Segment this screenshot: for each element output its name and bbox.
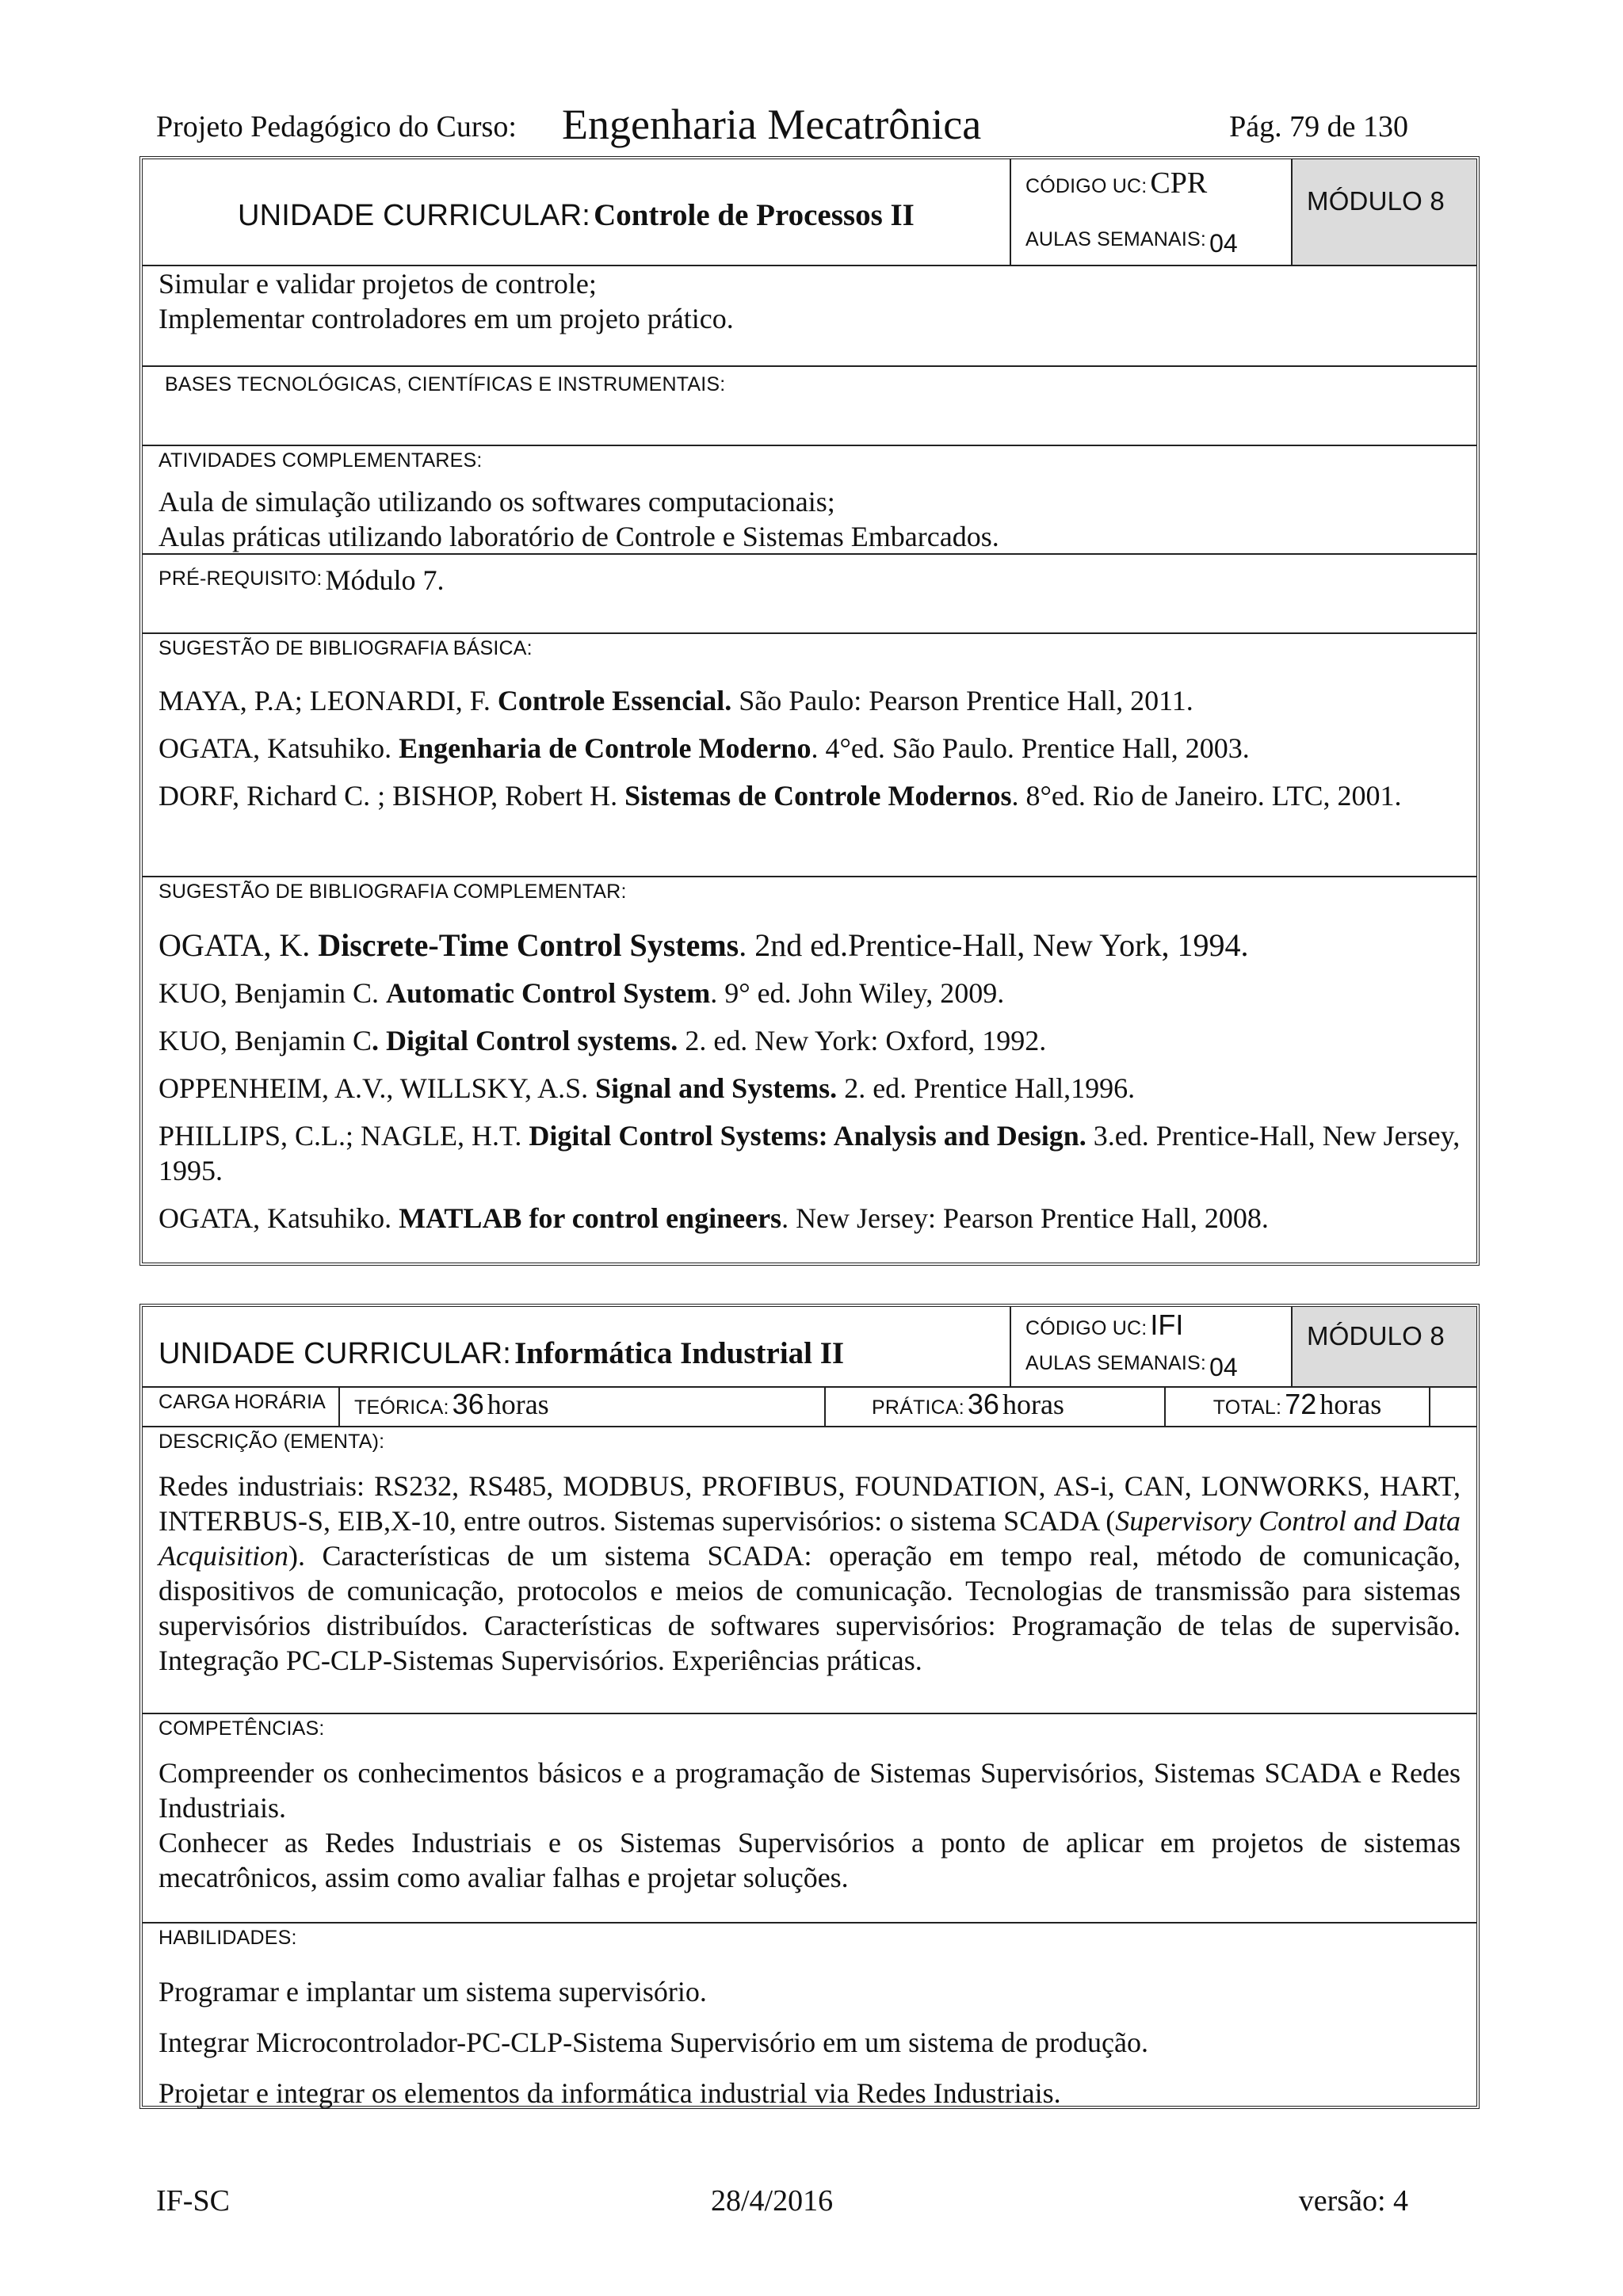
uc1-atividades-row	[143, 445, 1476, 553]
uc1-biblio-basica-label: SUGESTÃO DE BIBLIOGRAFIA BÁSICA:	[158, 637, 533, 659]
footer-version: versão: 4	[1298, 2184, 1408, 2218]
header-page-number: Pág. 79 de 130	[1229, 110, 1408, 143]
uc1-atividade-item: Aulas práticas utilizando laboratório de Controle e Sistemas Embarcados.	[158, 521, 999, 552]
reference-item: OGATA, Katsuhiko. Engenharia de Controle Moderno. 4°ed. São Paulo. Prentice Hall, 2003.	[158, 732, 1250, 764]
uc2-carga-cell	[143, 1388, 338, 1426]
habilidade-item: Programar e implantar um sistema supervisório.	[158, 1976, 707, 2008]
competencia-item: Compreender os conhecimentos básicos e a programação de Sistemas Supervisórios, Sistemas SCADA e Redes Industriais.	[158, 1757, 1461, 1824]
uc2-habilidades-row	[143, 1922, 1476, 2109]
uc2-codigo-cell	[1010, 1307, 1291, 1386]
uc1-aulas-label: AULAS SEMANAIS:	[1025, 228, 1207, 250]
uc1-biblio-comp-row	[143, 876, 1476, 1263]
uc2-teorica-unit: horas	[487, 1389, 549, 1420]
reference-item: OGATA, Katsuhiko. MATLAB for control engineers. New Jersey: Pearson Prentice Hall, 2008.	[158, 1202, 1269, 1234]
uc1-continuation-line: Implementar controladores em um projeto prático.	[158, 303, 734, 334]
habilidade-item: Integrar Microcontrolador-PC-CLP-Sistema Supervisório em um sistema de produção.	[158, 2027, 1149, 2058]
uc2-pratica-cell	[824, 1388, 1164, 1426]
uc2-aulas-label: AULAS SEMANAIS:	[1025, 1352, 1207, 1374]
footer-date: 28/4/2016	[711, 2184, 834, 2218]
uc2-competencias	[158, 1755, 1461, 1895]
uc1-codigo-cell	[1010, 159, 1291, 265]
reference-item: KUO, Benjamin C. Automatic Control System. 9° ed. John Wiley, 2009.	[158, 977, 1005, 1009]
uc1-prereq-row	[143, 553, 1476, 632]
header-prefix: Projeto Pedagógico do Curso:	[156, 110, 517, 143]
reference-item: OGATA, K. Discrete-Time Control Systems. 2nd ed.Prentice-Hall, New York, 1994.	[158, 927, 1249, 963]
footer-institution: IF-SC	[156, 2184, 230, 2218]
uc1-codigo: CPR	[1150, 166, 1208, 200]
uc2-descricao-label: DESCRIÇÃO (EMENTA):	[158, 1431, 385, 1453]
uc1-title: Controle de Processos II	[594, 198, 915, 232]
uc1-atividade-item: Aula de simulação utilizando os softwares computacionais;	[158, 486, 835, 518]
reference-item: DORF, Richard C. ; BISHOP, Robert H. Sistemas de Controle Modernos. 8°ed. Rio de Janeiro. LTC, 2001.	[158, 780, 1402, 812]
uc2-competencias-row	[143, 1713, 1476, 1922]
uc2-pratica-num: 36	[967, 1388, 999, 1420]
uc1-continuation	[143, 266, 1476, 336]
header-course-name: Engenharia Mecatrônica	[562, 101, 982, 148]
uc2-total-num: 72	[1285, 1388, 1317, 1420]
uc1-prereq-label: PRÉ-REQUISITO:	[158, 567, 323, 590]
uc1-title-row	[143, 159, 1476, 265]
reference-item: MAYA, P.A; LEONARDI, F. Controle Essencial. São Paulo: Pearson Prentice Hall, 2011.	[158, 685, 1193, 716]
reference-item: KUO, Benjamin C. Digital Control systems. 2. ed. New York: Oxford, 1992.	[158, 1025, 1047, 1056]
uc2-competencias-label: COMPETÊNCIAS:	[158, 1717, 325, 1740]
uc2-tipo-cell	[1429, 1388, 1476, 1426]
reference-item: PHILLIPS, C.L.; NAGLE, H.T. Digital Control Systems: Analysis and Design. 3.ed. Prentice-Hall, New Jersey, 1995.	[158, 1120, 1461, 1186]
uc2-total-cell	[1164, 1388, 1429, 1426]
uc1-biblio-comp-list	[158, 928, 1461, 1236]
uc2-codigo-label: CÓDIGO UC:	[1025, 1317, 1148, 1339]
uc-table-informatica-industrial	[139, 1304, 1480, 2109]
page-header	[156, 95, 1408, 151]
uc1-bases-row	[143, 365, 1476, 445]
reference-item: OPPENHEIM, A.V., WILLSKY, A.S. Signal and Systems. 2. ed. Prentice Hall,1996.	[158, 1072, 1136, 1104]
uc2-habilidades-label: HABILIDADES:	[158, 1927, 297, 1949]
uc1-modulo: MÓDULO 8	[1307, 186, 1445, 216]
uc2-total-unit: horas	[1319, 1389, 1382, 1420]
uc-table-controle-processos	[139, 156, 1480, 1266]
uc2-descricao: Redes industriais: RS232, RS485, MODBUS, PROFIBUS, FOUNDATION, AS-i, CAN, LONWORKS, HART, INTERBUS-S, EIB,X-10, entre outros. Sistemas supervisórios: o sistema SCADA (Supervisory Control and Data Acquisition). Características de um sistema SCADA: operação em tempo real, método de comunicação, dispositivos de comunicação, protocolos e meios de comunicação. Tecnologias de transmissão para sistemas supervisórios distribuídos. Características de softwares supervisórios: Programação de telas de supervisão. Integração PC-CLP-Sistemas Supervisórios. Experiências práticas.	[158, 1470, 1461, 1676]
uc1-biblio-basica-list	[158, 683, 1461, 813]
uc1-prereq: Módulo 7.	[325, 564, 445, 596]
uc1-bases-label: BASES TECNOLÓGICAS, CIENTÍFICAS E INSTRUMENTAIS:	[165, 373, 726, 395]
uc2-pratica-label: PRÁTICA:	[872, 1396, 964, 1419]
uc2-total-label: TOTAL:	[1212, 1396, 1282, 1419]
uc1-atividades-label: ATIVIDADES COMPLEMENTARES:	[158, 449, 483, 472]
uc2-descricao-row	[143, 1426, 1476, 1713]
uc1-biblio-basica-row	[143, 632, 1476, 876]
uc1-modulo-cell	[1291, 159, 1476, 265]
uc1-title-cell	[143, 159, 1010, 265]
competencia-item: Conhecer as Redes Industriais e os Sistemas Supervisórios a ponto de aplicar em projetos de sistemas mecatrônicos, assim como avaliar falhas e projetar soluções.	[158, 1827, 1461, 1893]
habilidade-item: Projetar e integrar os elementos da informática industrial via Redes Industriais.	[158, 2077, 1061, 2109]
uc2-carga-row	[143, 1386, 1476, 1426]
uc2-title-label: UNIDADE CURRICULAR:	[158, 1337, 512, 1370]
uc1-aulas: 04	[1209, 229, 1238, 258]
uc1-continuation-row	[143, 265, 1476, 365]
uc2-aulas: 04	[1209, 1353, 1238, 1381]
uc2-title: Informática Industrial II	[514, 1336, 845, 1370]
uc2-codigo: IFI	[1150, 1308, 1184, 1341]
uc1-biblio-comp-label: SUGESTÃO DE BIBLIOGRAFIA COMPLEMENTAR:	[158, 881, 627, 903]
uc2-title-row	[143, 1307, 1476, 1386]
uc2-pratica-unit: horas	[1002, 1389, 1064, 1420]
uc2-carga-label: CARGA HORÁRIA	[158, 1391, 326, 1413]
uc1-atividades	[158, 484, 999, 554]
uc1-continuation-line: Simular e validar projetos de controle;	[158, 268, 597, 300]
uc2-habilidades	[158, 1974, 1461, 2111]
uc2-modulo: MÓDULO 8	[1307, 1321, 1445, 1350]
uc2-title-cell	[143, 1307, 1010, 1386]
uc2-teorica-cell	[338, 1388, 824, 1426]
uc1-codigo-label: CÓDIGO UC:	[1025, 175, 1148, 197]
uc1-title-label: UNIDADE CURRICULAR:	[238, 199, 591, 232]
uc2-teorica-label: TEÓRICA:	[354, 1396, 449, 1419]
page-footer	[156, 2183, 1408, 2223]
uc2-teorica-num: 36	[452, 1388, 484, 1420]
uc2-modulo-cell	[1291, 1307, 1476, 1386]
